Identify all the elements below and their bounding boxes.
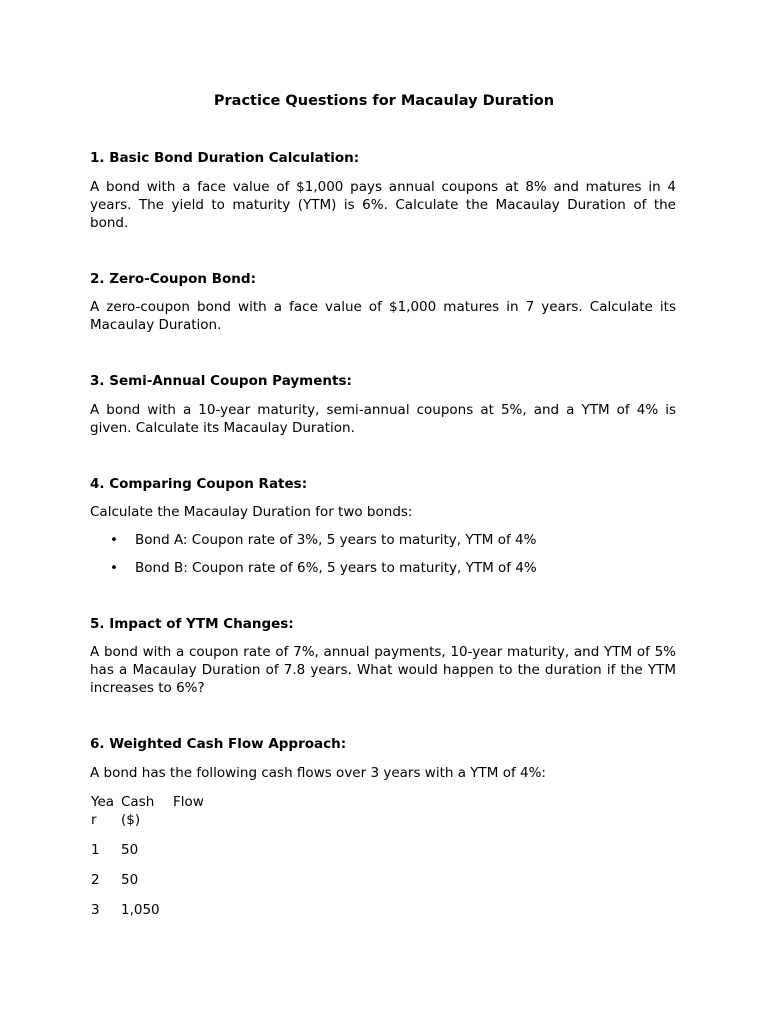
- q1-text: A bond with a face value of $1,000 pays annual coupons at 8% and matures in 4 years. The yield to maturity (YTM) is 6%. Calculate the Macaulay Duration of the bond.: [90, 179, 676, 231]
- list-item-text: Bond B: Coupon rate of 6%, 5 years to maturity, YTM of 4%: [135, 560, 537, 576]
- list-item-text: Bond A: Coupon rate of 3%, 5 years to maturity, YTM of 4%: [135, 532, 537, 548]
- table-cell-cash: 1,050: [121, 902, 160, 918]
- table-header-cash-line1: Cash: [121, 794, 155, 810]
- bullet-icon: •: [110, 532, 118, 548]
- table-header-year-line1: Yea: [91, 794, 115, 810]
- q5-heading: 5. Impact of YTM Changes:: [90, 616, 294, 632]
- q4-text: Calculate the Macaulay Duration for two bonds:: [90, 504, 413, 520]
- q5-text: A bond with a coupon rate of 7%, annual payments, 10-year maturity, and YTM of 5% has a Macaulay Duration of 7.8 years. What would happen to the duration if the YTM increases to 6%?: [90, 644, 676, 696]
- table-cell-year: 2: [91, 872, 100, 888]
- bullet-icon: •: [110, 560, 118, 576]
- q2-heading: 2. Zero-Coupon Bond:: [90, 271, 256, 287]
- q2-text: A zero-coupon bond with a face value of $1,000 matures in 7 years. Calculate its Macaulay Duration.: [90, 299, 676, 333]
- q3-text: A bond with a 10-year maturity, semi-annual coupons at 5%, and a YTM of 4% is given. Calculate its Macaulay Duration.: [90, 402, 676, 436]
- q3-heading: 3. Semi-Annual Coupon Payments:: [90, 373, 352, 389]
- table-header-cash-line2: ($): [121, 812, 141, 828]
- q1-heading: 1. Basic Bond Duration Calculation:: [90, 150, 360, 166]
- table-header-year-line2: r: [91, 812, 97, 828]
- page-title: Practice Questions for Macaulay Duration: [213, 93, 555, 109]
- q4-heading: 4. Comparing Coupon Rates:: [90, 476, 308, 492]
- table-cell-cash: 50: [121, 872, 139, 888]
- q6-heading: 6. Weighted Cash Flow Approach:: [90, 736, 347, 752]
- table-cell-cash: 50: [121, 842, 139, 858]
- table-header-flow: Flow: [173, 794, 204, 810]
- q6-text: A bond has the following cash flows over 3 years with a YTM of 4%:: [90, 765, 546, 781]
- table-cell-year: 1: [91, 842, 100, 858]
- table-cell-year: 3: [91, 902, 100, 918]
